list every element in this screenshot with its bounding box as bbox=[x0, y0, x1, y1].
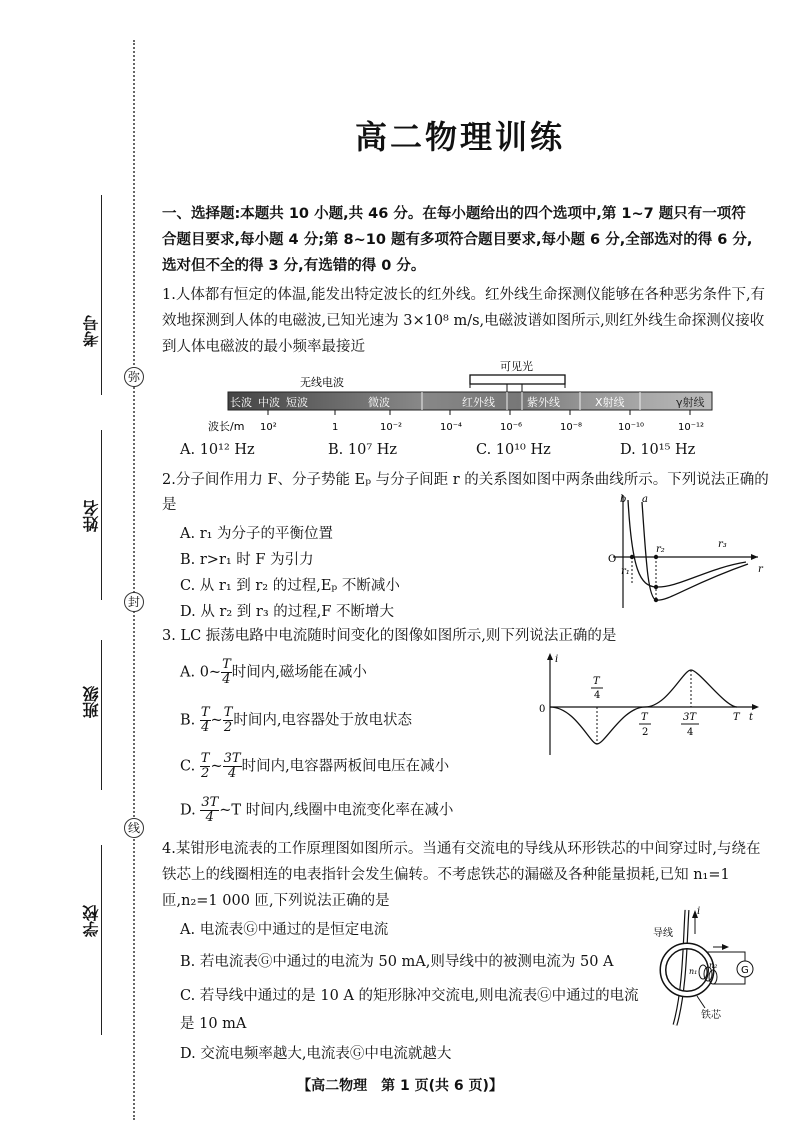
curve-b bbox=[628, 500, 746, 587]
r3-label: r₃ bbox=[718, 539, 727, 550]
q3-b-text: 时间内,电容器处于放电状态 bbox=[233, 712, 412, 729]
q4-clamp-meter-figure bbox=[645, 900, 775, 1030]
binding-dotted-line bbox=[133, 40, 135, 1120]
q3-option-c[interactable] bbox=[180, 752, 449, 781]
r1-label: r₁ bbox=[621, 566, 630, 577]
band-medium-wave: 中波 bbox=[258, 396, 280, 409]
seal-mark-feng: 封 bbox=[124, 592, 144, 612]
q3-c-fraction-2: $\frac{3T}{4}$ bbox=[223, 751, 241, 781]
q4-option-a[interactable]: A. 电流表Ⓖ中通过的是恒定电流 bbox=[180, 922, 389, 938]
q3-d-text: ~T 时间内,线圈中电流变化率在减小 bbox=[219, 802, 454, 819]
q3-b-fraction-2: $\frac{T}{2}$ bbox=[223, 705, 233, 735]
r2-label: r₂ bbox=[656, 544, 665, 555]
q4-option-c[interactable]: C. 若导线中通过的是 10 A 的矩形脉冲交流电,则电流表Ⓖ中通过的电流是 10 mA bbox=[180, 988, 639, 1032]
t-quarter-den: 4 bbox=[594, 690, 601, 701]
tick-label: 10⁻⁶ bbox=[500, 422, 523, 433]
name-label: 姓名 bbox=[82, 500, 101, 532]
q3-a-fraction: $\frac{T}{4}$ bbox=[222, 657, 231, 687]
q3-option-d[interactable] bbox=[180, 796, 453, 825]
q3-a-prefix: A. 0~ bbox=[180, 664, 222, 681]
band-short-wave: 短波 bbox=[286, 396, 308, 409]
visible-light-label: 可见光 bbox=[500, 360, 533, 373]
current-label: i bbox=[697, 906, 701, 917]
section-header: 一、选择题:本题共 10 小题,共 46 分。在每小题给出的四个选项中,第 1~7 题只有一项符合题目要求,每小题 4 分;第 8~10 题有多项符合题目要求,每小题 6 分,全部选对的得 6 分,选对但不全的得 3 分,有选错的得 0 分。 bbox=[162, 206, 753, 274]
tick-label: 10⁻¹⁰ bbox=[618, 422, 645, 433]
school-blank[interactable] bbox=[101, 845, 102, 1035]
q1-option-b[interactable]: B. 10⁷ Hz bbox=[328, 442, 398, 458]
seal-mark-mi: 弥 bbox=[124, 367, 144, 387]
q3-b-prefix: B. bbox=[180, 712, 200, 729]
tick-label: 1 bbox=[332, 422, 339, 433]
wavelength-axis-label: 波长/m bbox=[208, 420, 245, 433]
origin-label: 0 bbox=[539, 704, 546, 715]
tick-label: 10⁻⁴ bbox=[440, 422, 463, 433]
q2-force-energy-graph bbox=[598, 490, 768, 610]
t-threequarter-num: 3T bbox=[683, 712, 697, 723]
q4-option-d[interactable]: D. 交流电频率越大,电流表Ⓖ中电流就越大 bbox=[180, 1046, 452, 1062]
wire-label: 导线 bbox=[653, 928, 673, 939]
band-microwave: 微波 bbox=[368, 396, 390, 409]
q3-current-time-graph bbox=[535, 650, 765, 760]
exam-number-blank[interactable] bbox=[101, 195, 102, 395]
class-label: 班级 bbox=[82, 686, 101, 718]
n2-label: n₂ bbox=[709, 961, 718, 970]
band-long-wave: 长波 bbox=[230, 396, 252, 409]
i-axis-label: i bbox=[555, 654, 559, 665]
radio-wave-label: 无线电波 bbox=[300, 376, 344, 389]
q1-option-d[interactable]: D. 10¹⁵ Hz bbox=[620, 442, 696, 458]
band-gamma-ray: γ射线 bbox=[676, 396, 705, 409]
q4-option-b[interactable]: B. 若电流表Ⓖ中通过的电流为 50 mA,则导线中的被测电流为 50 A bbox=[180, 954, 614, 970]
q3-option-b[interactable] bbox=[180, 706, 412, 735]
visible-light-bar bbox=[470, 375, 565, 384]
q2-option-c[interactable]: C. 从 r₁ 到 r₂ 的过程,Eₚ 不断减小 bbox=[180, 578, 400, 594]
tick-label: 10² bbox=[260, 422, 277, 433]
question-2-stem: 2.分子间作用力 F、分子势能 Eₚ 与分子间距 r 的关系图如图中两条曲线所示。下列说法正确的是 bbox=[162, 472, 769, 513]
page-footer: 【高二物理 第 1 页(共 6 页)】 bbox=[297, 1078, 503, 1094]
r-axis-label: r bbox=[758, 564, 763, 575]
q3-b-tilde: ~ bbox=[210, 712, 223, 729]
t-half-den: 2 bbox=[642, 727, 649, 738]
page-title: 高二物理训练 bbox=[354, 118, 565, 156]
q3-d-prefix: D. bbox=[180, 802, 201, 819]
iron-core-label: 铁芯 bbox=[701, 1010, 721, 1021]
band-infrared: 红外线 bbox=[462, 396, 495, 409]
question-4-stem: 4.某钳形电流表的工作原理图如图所示。当通有交流电的导线从环形铁芯的中间穿过时,与绕在铁芯上的线圈相连的电表指针会发生偏转。不考虑铁芯的漏磁及各种能量损耗,已知 n₁=1 匝,n₂=1 000 匝,下列说法正确的是 bbox=[162, 841, 761, 909]
q1-option-c[interactable]: C. 10¹⁰ Hz bbox=[476, 442, 551, 458]
q3-c-fraction-1: $\frac{T}{2}$ bbox=[200, 751, 210, 781]
q3-option-a[interactable] bbox=[180, 658, 367, 687]
t-period-label: T bbox=[733, 712, 740, 723]
q3-a-text: 时间内,磁场能在减小 bbox=[231, 664, 367, 681]
seal-mark-xian: 线 bbox=[124, 818, 144, 838]
curve-a-label: a bbox=[642, 494, 648, 505]
t-threequarter-den: 4 bbox=[687, 727, 694, 738]
tick-label: 10⁻¹² bbox=[678, 422, 705, 433]
band-x-ray: X射线 bbox=[595, 396, 625, 409]
q3-d-fraction: $\frac{3T}{4}$ bbox=[201, 795, 219, 825]
q3-b-fraction-1: $\frac{T}{4}$ bbox=[200, 705, 210, 735]
origin-label: O bbox=[608, 554, 617, 565]
band-ultraviolet: 紫外线 bbox=[527, 396, 560, 409]
q3-c-prefix: C. bbox=[180, 758, 200, 775]
t-half-num: T bbox=[641, 712, 648, 723]
question-1-stem: 1.人体都有恒定的体温,能发出特定波长的红外线。红外线生命探测仪能够在各种恶劣条件下,有效地探测到人体的电磁波,已知光速为 3×10⁸ m/s,电磁波谱如图所示,则红外线生命探测仪接收到人体电磁波的最小频率最接近 bbox=[162, 287, 766, 355]
q3-c-tilde: ~ bbox=[210, 758, 223, 775]
t-quarter-num: T bbox=[593, 676, 600, 687]
q3-c-text: 时间内,电容器两板间电压在减小 bbox=[241, 758, 450, 775]
exam-number-label: 考号 bbox=[82, 315, 101, 347]
n1-label: n₁ bbox=[689, 967, 698, 976]
tick-label: 10⁻² bbox=[380, 422, 403, 433]
galvanometer-label: G bbox=[741, 965, 749, 976]
q1-option-a[interactable]: A. 10¹² Hz bbox=[180, 442, 255, 458]
school-label: 学校 bbox=[82, 905, 101, 937]
question-3-stem: 3. LC 振荡电路中电流随时间变化的图像如图所示,则下列说法正确的是 bbox=[162, 628, 617, 644]
q2-option-b[interactable]: B. r>r₁ 时 F 为引力 bbox=[180, 552, 314, 568]
tick-label: 10⁻⁸ bbox=[560, 422, 583, 433]
q2-option-a[interactable]: A. r₁ 为分子的平衡位置 bbox=[180, 526, 334, 542]
t-axis-label: t bbox=[749, 712, 754, 723]
curve-b-label: b bbox=[620, 494, 627, 505]
q2-option-d[interactable]: D. 从 r₂ 到 r₃ 的过程,F 不断增大 bbox=[180, 604, 395, 620]
